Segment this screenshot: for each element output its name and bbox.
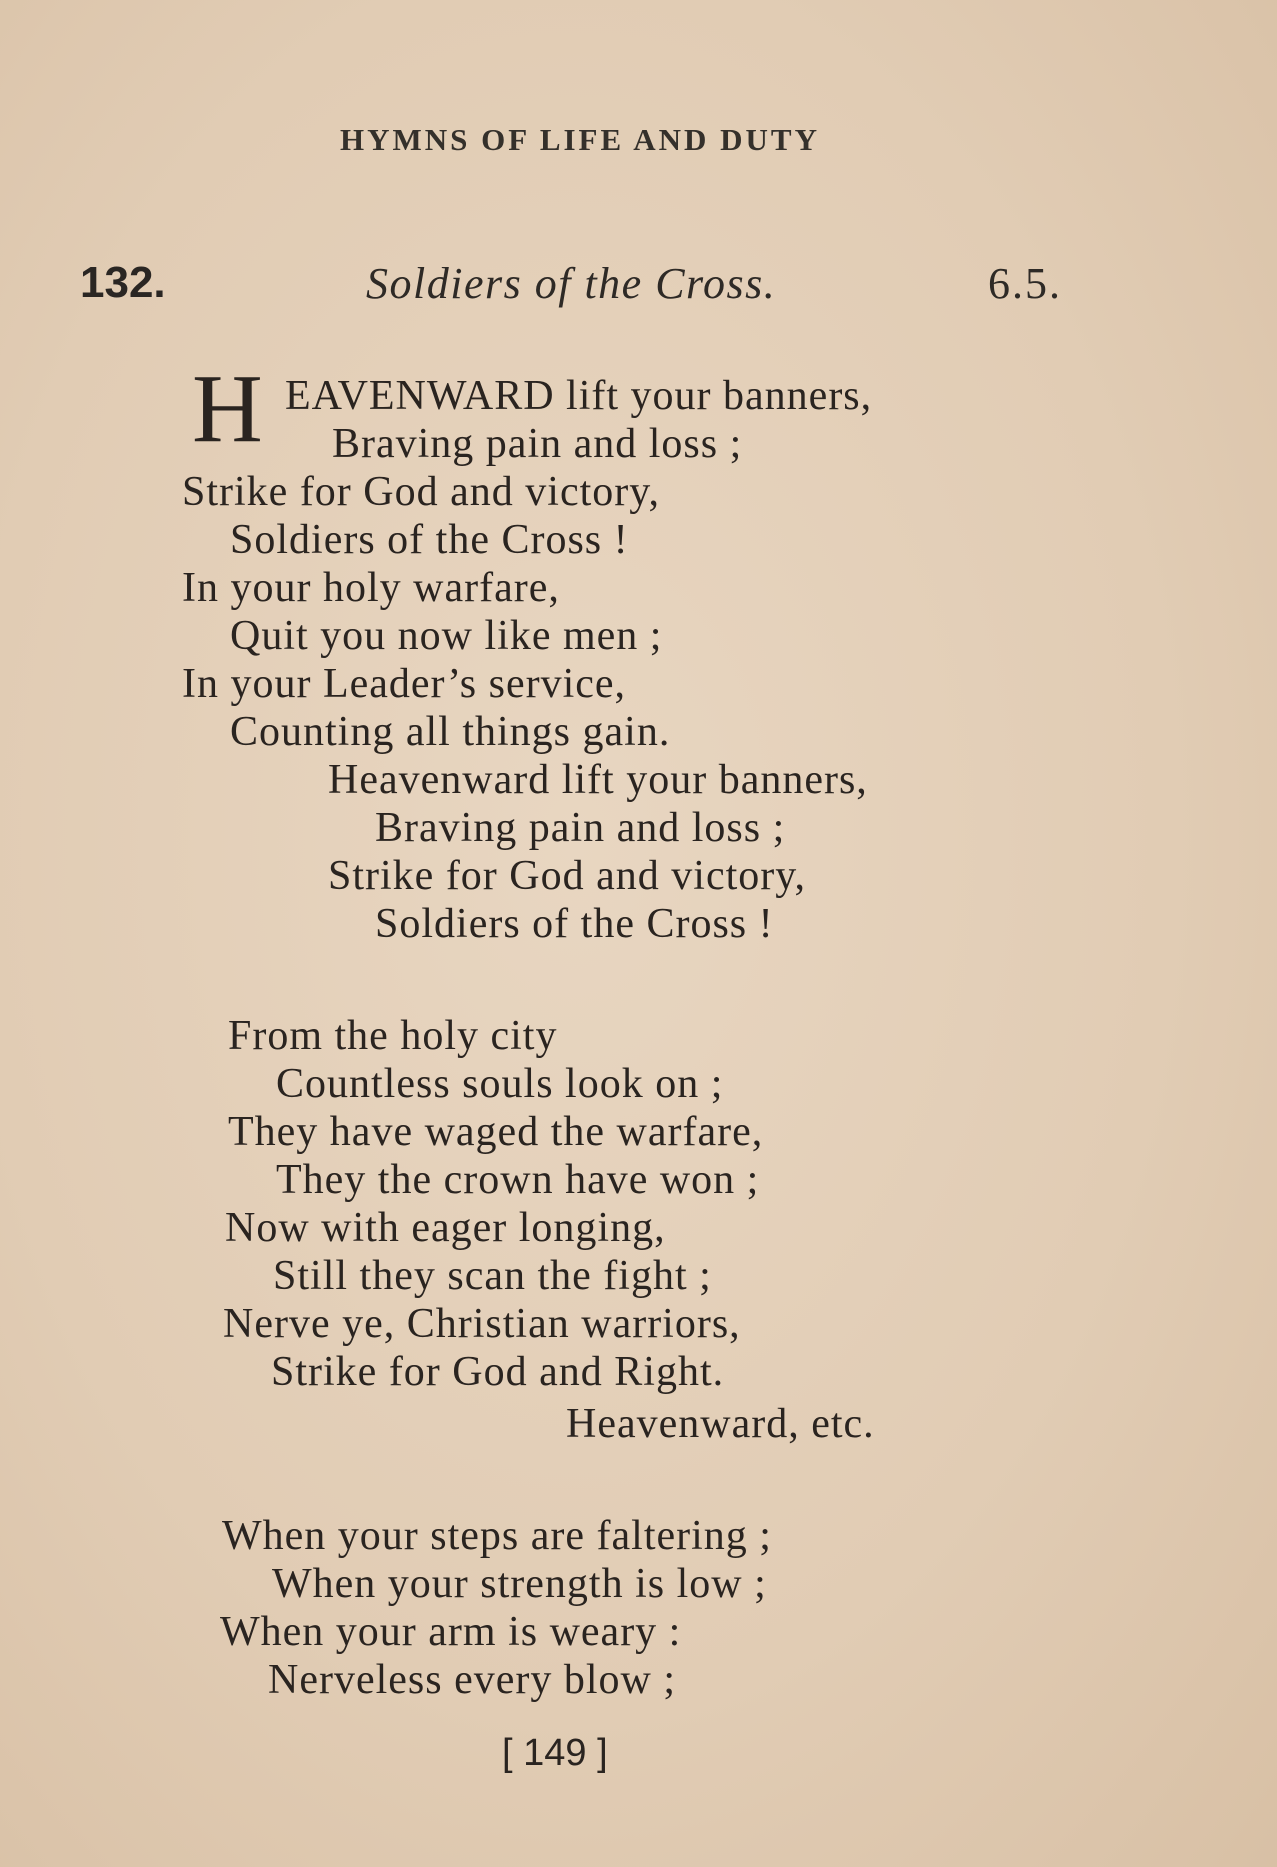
verse-line: Countless souls look on ; (276, 1061, 724, 1107)
refrain-line: Heavenward lift your banners, (328, 757, 868, 803)
verse-line: Counting all things gain. (230, 709, 671, 755)
verse-line: They have waged the warfare, (228, 1109, 764, 1155)
verse-line: Quit you now like men ; (230, 613, 663, 659)
refrain-line: Strike for God and victory, (328, 853, 807, 899)
verse-line: In your Leader’s service, (182, 661, 627, 707)
verse-line: Soldiers of the Cross ! (230, 517, 629, 563)
refrain-line: Soldiers of the Cross ! (375, 901, 774, 947)
verse-line-first: EAVENWARD lift your banners, (285, 373, 873, 419)
verse-line: When your strength is low ; (272, 1561, 767, 1607)
verse-line: From the holy city (228, 1013, 558, 1059)
refrain-cue: Heavenward, etc. (566, 1401, 875, 1447)
verse-line: When your arm is weary : (220, 1609, 682, 1655)
verse-line: Still they scan the fight ; (273, 1253, 712, 1299)
verse-line: Braving pain and loss ; (332, 421, 743, 467)
hymn-title: Soldiers of the Cross. (366, 259, 777, 308)
running-head: HYMNS OF LIFE AND DUTY (340, 122, 820, 157)
verse-line: Nerveless every blow ; (268, 1657, 677, 1703)
drop-cap: H (192, 355, 263, 463)
page-number: [ 149 ] (502, 1732, 608, 1774)
hymn-number: 132. (80, 258, 166, 307)
verse-line: Strike for God and victory, (182, 469, 661, 515)
hymn-meter: 6.5. (988, 259, 1062, 308)
refrain-line: Braving pain and loss ; (375, 805, 786, 851)
verse-line: They the crown have won ; (276, 1157, 760, 1203)
verse-line: When your steps are faltering ; (222, 1513, 772, 1559)
verse-line: In your holy warfare, (182, 565, 560, 611)
verse-line: Strike for God and Right. (271, 1349, 725, 1395)
verse-line: Now with eager longing, (225, 1205, 666, 1251)
verse-line: Nerve ye, Christian warriors, (223, 1301, 741, 1347)
